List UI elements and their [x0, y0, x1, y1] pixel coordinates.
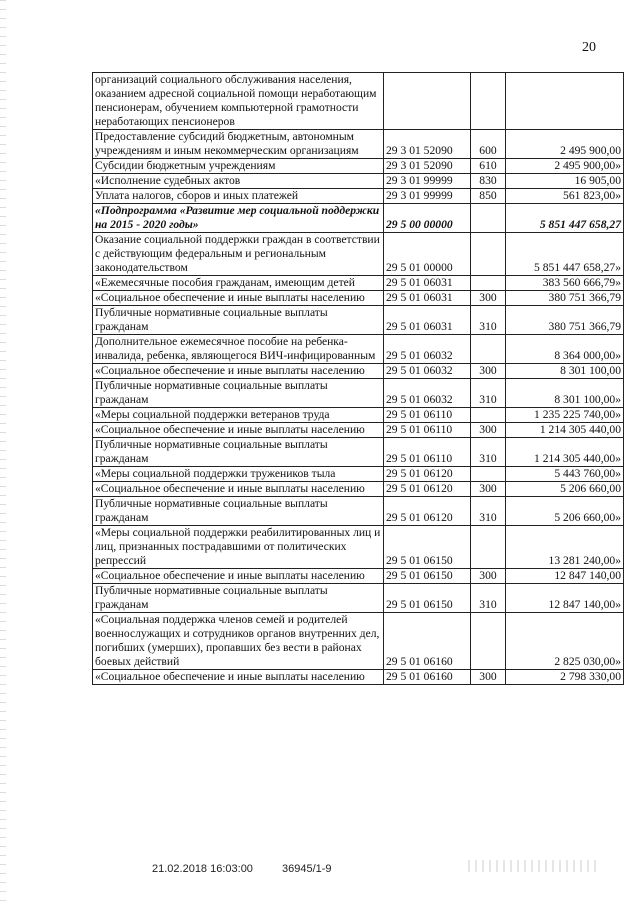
row-name-cell: Субсидии бюджетным учреждениям — [93, 159, 384, 174]
row-amount-cell: 5 443 760,00» — [506, 467, 624, 482]
row-code-cell: 29 5 01 06110 — [384, 423, 471, 438]
row-amount-cell: 5 851 447 658,27 — [506, 204, 624, 233]
row-name-cell: «Ежемесячные пособия гражданам, имеющим детей — [93, 276, 384, 291]
row-name-cell: Публичные нормативные социальные выплаты гражданам — [93, 306, 384, 335]
table-row — [93, 482, 624, 497]
row-name-cell: «Социальное обеспечение и иные выплаты населению — [93, 291, 384, 306]
table-row — [93, 291, 624, 306]
table-row — [93, 276, 624, 291]
footer-timestamp: 21.02.2018 16:03:00 — [152, 863, 253, 875]
row-amount-cell: 8 301 100,00 — [506, 364, 624, 379]
row-expense-type-cell: 310 — [471, 438, 506, 467]
row-code-cell — [384, 73, 471, 130]
row-code-cell: 29 5 01 06031 — [384, 291, 471, 306]
table-row — [93, 189, 624, 204]
row-amount-cell: 8 364 000,00» — [506, 335, 624, 364]
row-expense-type-cell: 310 — [471, 306, 506, 335]
row-expense-type-cell — [471, 613, 506, 670]
row-amount-cell: 16 905,00 — [506, 174, 624, 189]
row-amount-cell — [506, 73, 624, 130]
row-name-cell: «Подпрограмма «Развитие мер социальной поддержки на 2015 - 2020 годы» — [93, 204, 384, 233]
row-name-cell: «Исполнение судебных актов — [93, 174, 384, 189]
row-expense-type-cell — [471, 335, 506, 364]
row-code-cell: 29 5 01 06150 — [384, 526, 471, 569]
row-amount-cell: 8 301 100,00» — [506, 379, 624, 408]
table-row — [93, 526, 624, 569]
scan-edge-marks — [0, 0, 6, 905]
row-code-cell: 29 5 01 06150 — [384, 584, 471, 613]
row-expense-type-cell — [471, 526, 506, 569]
row-code-cell: 29 5 00 00000 — [384, 204, 471, 233]
row-expense-type-cell: 310 — [471, 379, 506, 408]
row-expense-type-cell — [471, 204, 506, 233]
row-amount-cell: 5 206 660,00» — [506, 497, 624, 526]
row-code-cell: 29 5 01 06120 — [384, 467, 471, 482]
row-code-cell: 29 5 01 06160 — [384, 670, 471, 685]
row-name-cell: «Социальное обеспечение и иные выплаты населению — [93, 569, 384, 584]
table-row — [93, 335, 624, 364]
row-expense-type-cell: 830 — [471, 174, 506, 189]
row-amount-cell: 5 851 447 658,27» — [506, 233, 624, 276]
row-expense-type-cell: 610 — [471, 159, 506, 174]
row-name-cell: организаций социального обслуживания населения, оказанием адресной социальной помощи неработающим пенсионерам, обучением компьютерной грамотности неработающих пенсионеров — [93, 73, 384, 130]
row-expense-type-cell: 310 — [471, 497, 506, 526]
row-amount-cell: 380 751 366,79 — [506, 291, 624, 306]
table-row — [93, 438, 624, 467]
row-code-cell: 29 5 01 06120 — [384, 482, 471, 497]
row-code-cell: 29 5 01 06120 — [384, 497, 471, 526]
table-row — [93, 584, 624, 613]
row-code-cell: 29 5 01 06032 — [384, 335, 471, 364]
row-name-cell: Публичные нормативные социальные выплаты гражданам — [93, 379, 384, 408]
row-expense-type-cell — [471, 73, 506, 130]
row-amount-cell: 12 847 140,00» — [506, 584, 624, 613]
faint-stamp-marks — [468, 860, 598, 872]
row-amount-cell: 561 823,00» — [506, 189, 624, 204]
row-code-cell: 29 3 01 52090 — [384, 159, 471, 174]
row-expense-type-cell: 850 — [471, 189, 506, 204]
row-name-cell: Оказание социальной поддержки граждан в соответствии с действующим федеральным и региональным законодательством — [93, 233, 384, 276]
table-row — [93, 569, 624, 584]
table-row — [93, 379, 624, 408]
table-row — [93, 159, 624, 174]
row-code-cell: 29 5 01 06032 — [384, 364, 471, 379]
row-expense-type-cell: 300 — [471, 482, 506, 497]
row-code-cell: 29 5 01 06160 — [384, 613, 471, 670]
row-name-cell: «Социальное обеспечение и иные выплаты населению — [93, 670, 384, 685]
table-row — [93, 130, 624, 159]
footer-doc-number: 36945/1-9 — [282, 863, 332, 875]
table-row — [93, 306, 624, 335]
row-expense-type-cell: 310 — [471, 584, 506, 613]
row-amount-cell: 2 495 900,00 — [506, 130, 624, 159]
row-code-cell: 29 5 01 06110 — [384, 438, 471, 467]
row-amount-cell: 1 214 305 440,00 — [506, 423, 624, 438]
row-amount-cell: 380 751 366,79 — [506, 306, 624, 335]
row-code-cell: 29 5 01 06150 — [384, 569, 471, 584]
table-row — [93, 408, 624, 423]
row-amount-cell: 2 495 900,00» — [506, 159, 624, 174]
row-name-cell: Публичные нормативные социальные выплаты гражданам — [93, 497, 384, 526]
row-expense-type-cell — [471, 408, 506, 423]
row-expense-type-cell: 300 — [471, 569, 506, 584]
row-code-cell: 29 5 01 06031 — [384, 306, 471, 335]
row-code-cell: 29 5 01 00000 — [384, 233, 471, 276]
row-expense-type-cell: 600 — [471, 130, 506, 159]
table-row — [93, 670, 624, 685]
row-code-cell: 29 3 01 52090 — [384, 130, 471, 159]
row-expense-type-cell — [471, 233, 506, 276]
row-code-cell: 29 5 01 06110 — [384, 408, 471, 423]
row-expense-type-cell — [471, 276, 506, 291]
row-name-cell: Уплата налогов, сборов и иных платежей — [93, 189, 384, 204]
table-row — [93, 174, 624, 189]
table-row — [93, 497, 624, 526]
row-name-cell: «Меры социальной поддержки реабилитированных лиц и лиц, признанных пострадавшими от политических репрессий — [93, 526, 384, 569]
budget-table — [92, 72, 624, 685]
row-amount-cell: 1 235 225 740,00» — [506, 408, 624, 423]
row-amount-cell: 383 560 666,79» — [506, 276, 624, 291]
row-code-cell: 29 3 01 99999 — [384, 174, 471, 189]
row-expense-type-cell — [471, 467, 506, 482]
table-row — [93, 364, 624, 379]
row-amount-cell: 1 214 305 440,00» — [506, 438, 624, 467]
row-name-cell: Публичные нормативные социальные выплаты гражданам — [93, 584, 384, 613]
footer — [152, 863, 358, 875]
row-amount-cell: 5 206 660,00 — [506, 482, 624, 497]
table-row — [93, 73, 624, 130]
budget-table-body — [93, 73, 624, 685]
table-row — [93, 467, 624, 482]
row-name-cell: «Меры социальной поддержки тружеников тыла — [93, 467, 384, 482]
row-expense-type-cell: 300 — [471, 291, 506, 306]
row-name-cell: «Социальное обеспечение и иные выплаты населению — [93, 364, 384, 379]
row-name-cell: «Меры социальной поддержки ветеранов труда — [93, 408, 384, 423]
row-code-cell: 29 3 01 99999 — [384, 189, 471, 204]
row-amount-cell: 12 847 140,00 — [506, 569, 624, 584]
row-name-cell: Предоставление субсидий бюджетным, автономным учреждениям и иным некоммерческим организациям — [93, 130, 384, 159]
row-expense-type-cell: 300 — [471, 364, 506, 379]
row-code-cell: 29 5 01 06031 — [384, 276, 471, 291]
row-amount-cell: 2 825 030,00» — [506, 613, 624, 670]
row-name-cell: «Социальное обеспечение и иные выплаты населению — [93, 482, 384, 497]
page-number: 20 — [582, 40, 596, 55]
row-amount-cell: 13 281 240,00» — [506, 526, 624, 569]
table-row — [93, 613, 624, 670]
row-expense-type-cell: 300 — [471, 670, 506, 685]
table-row — [93, 423, 624, 438]
row-expense-type-cell: 300 — [471, 423, 506, 438]
row-name-cell: Публичные нормативные социальные выплаты гражданам — [93, 438, 384, 467]
table-row — [93, 204, 624, 233]
row-code-cell: 29 5 01 06032 — [384, 379, 471, 408]
row-name-cell: Дополнительное ежемесячное пособие на ребенка-инвалида, ребенка, являющегося ВИЧ-инфицированным — [93, 335, 384, 364]
row-name-cell: «Социальная поддержка членов семей и родителей военнослужащих и сотрудников органов внутренних дел, погибших (умерших), пропавших без вести в районах боевых действий — [93, 613, 384, 670]
table-row — [93, 233, 624, 276]
row-amount-cell: 2 798 330,00 — [506, 670, 624, 685]
row-name-cell: «Социальное обеспечение и иные выплаты населению — [93, 423, 384, 438]
